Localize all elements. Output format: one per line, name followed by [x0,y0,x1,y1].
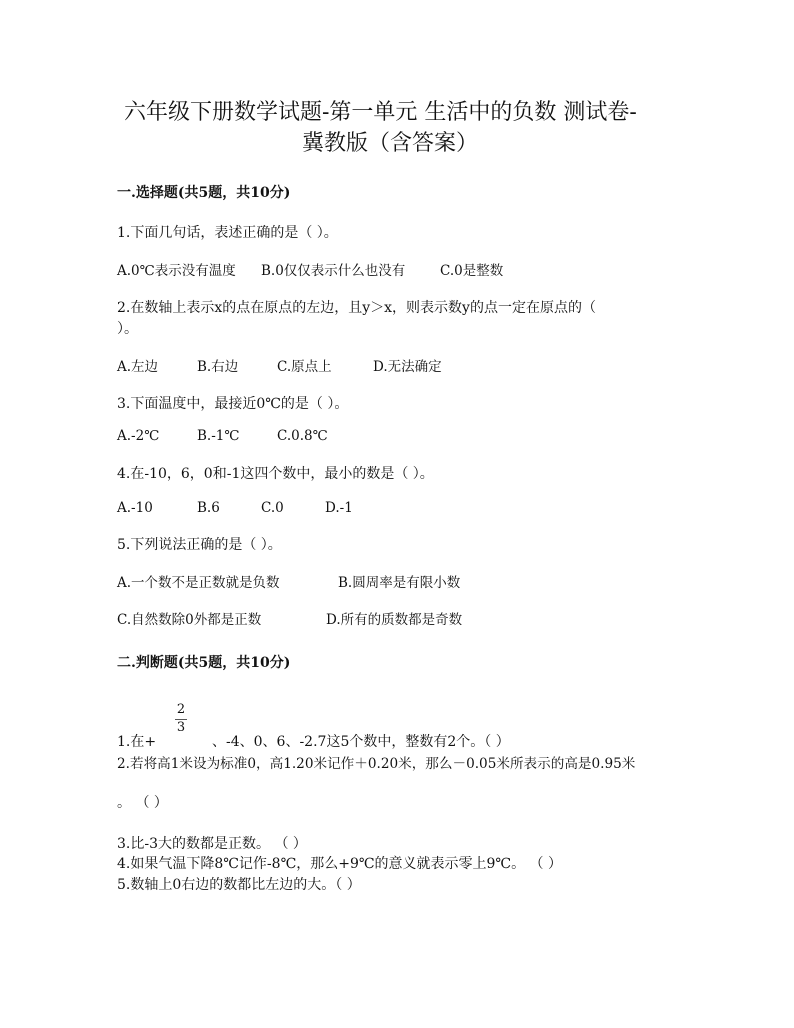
q2-option-b: B.右边 [197,359,239,375]
q4-stem: 4.在-10，6，0和-1这四个数中，最小的数是（ ）。 [117,466,434,482]
j1-prefix: 1.在+ [117,734,157,750]
q4-option-b: B.6 [197,500,220,516]
q5-option-c: C.自然数除0外都是正数 [117,612,262,628]
j2-line1: 2.若将高1米设为标准0，高1.20米记作＋0.20米，那么－0.05米所表示的高是0.95米 [117,756,636,772]
section1-heading: 一.选择题(共5题，共10分) [117,185,291,201]
q1-option-b: B.0仅仅表示什么也没有 [261,263,406,279]
q1-stem: 1.下面几句话，表述正确的是（ ）。 [117,225,338,241]
q3-option-a: A.-2℃ [117,428,160,444]
doc-title-line1: 六年级下册数学试题-第一单元 生活中的负数 测试卷- [124,100,637,125]
q2-stem-line1: 2.在数轴上表示x的点在原点的左边，且y＞x，则表示数y的点一定在原点的（ [117,300,596,316]
j5-text: 5.数轴上0右边的数都比左边的大。（ ） [117,877,361,893]
q5-option-a: A.一个数不是正数就是负数 [117,575,280,591]
section2-heading: 二.判断题(共5题，共10分) [117,655,291,671]
doc-title-line2: 冀教版（含答案） [302,131,479,156]
j3-text: 3.比-3大的数都是正数。 （ ） [117,836,307,852]
q3-stem: 3.下面温度中，最接近0℃的是（ ）。 [117,396,349,412]
q4-option-c: C.0 [261,500,284,516]
j2-line2: 。 （ ） [117,795,168,811]
q5-option-b: B.圆周率是有限小数 [338,575,461,591]
q2-option-a: A.左边 [117,359,159,375]
q4-option-d: D.-1 [325,500,353,516]
q5-option-d: D.所有的质数都是奇数 [326,612,463,628]
q3-option-b: B.-1℃ [197,428,240,444]
q2-option-d: D.无法确定 [373,359,442,375]
q4-option-a: A.-10 [117,500,153,516]
q2-option-c: C.原点上 [277,359,332,375]
j4-text: 4.如果气温下降8℃记作-8℃，那么+9℃的意义就表示零上9℃。 （ ） [117,856,562,872]
q5-stem: 5.下列说法正确的是（ ）。 [117,537,282,553]
q1-option-c: C.0是整数 [440,263,504,279]
j1-suffix: 、-4、0、6、-2.7这5个数中，整数有2个。（ ） [212,734,510,750]
q1-option-a: A.0℃表示没有温度 [117,263,236,279]
q2-stem-line2: ）。 [117,321,138,337]
fraction-numerator: 2 [176,702,186,717]
fraction-denominator: 3 [176,720,186,735]
q3-option-c: C.0.8℃ [277,428,328,444]
